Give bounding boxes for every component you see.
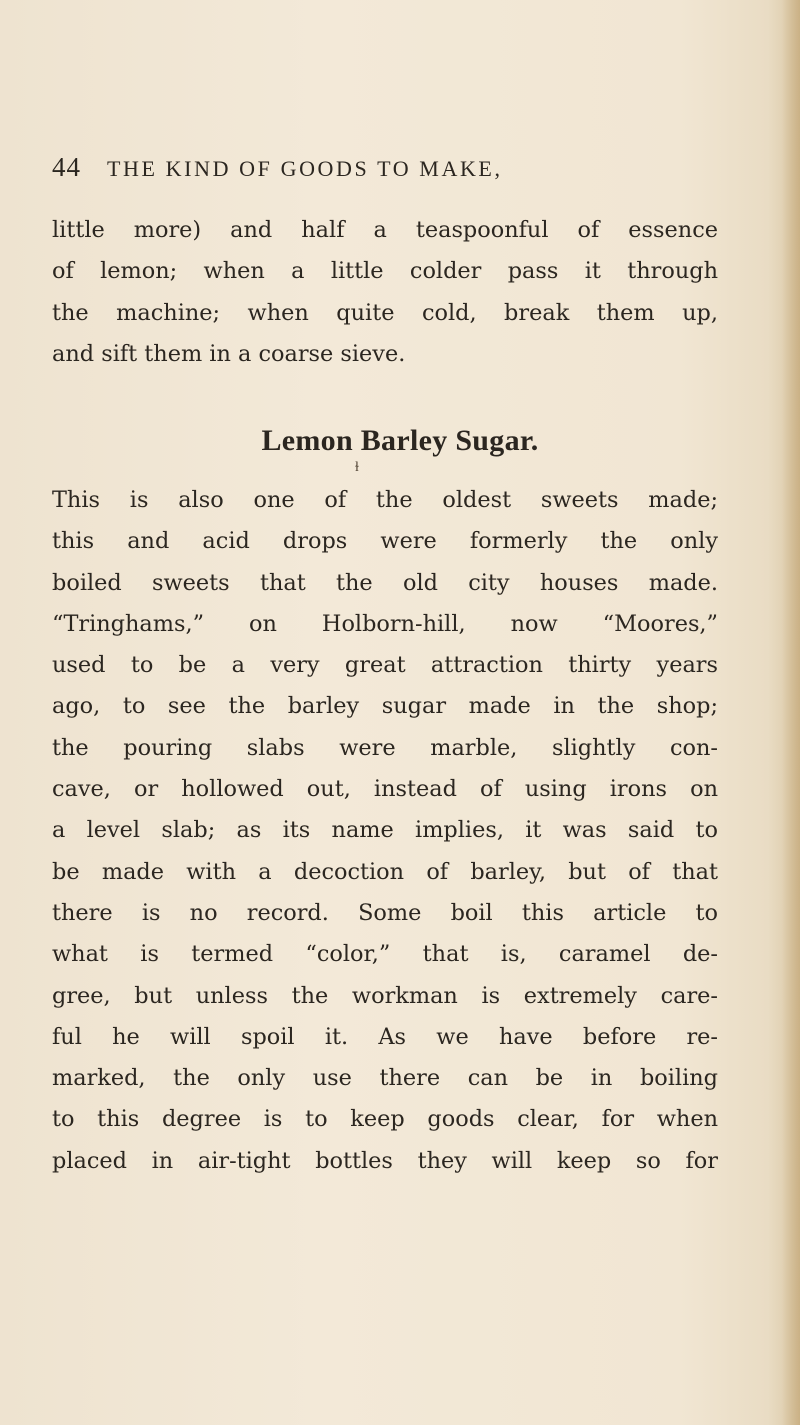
text-line: ago, to see the barley sugar made in the shop; [52,693,718,720]
section-heading: Lemon Barley Sugar. [261,424,539,457]
text-line: of lemon; when a little colder pass it through [52,258,718,285]
text-line: “Tringhams,” on Holborn-hill, now “Moores,” [52,610,718,637]
text-line: gree, but unless the workman is extremely care- [52,982,718,1009]
paragraph-1 [52,210,718,375]
text-line: be made with a decoction of barley, but of that [52,858,718,885]
text-line: boiled sweets that the old city houses made. [52,569,718,596]
text-line: this and acid drops were formerly the only [52,528,718,555]
print-speck: ɫ [355,460,359,475]
text-line: ful he will spoil it. As we have before re- [52,1023,718,1050]
text-line: there is no record. Some boil this article to [52,899,718,926]
text-line: placed in air-tight bottles they will keep so for [52,1147,718,1174]
running-head [52,150,692,190]
page-edge-shadow [782,0,800,1425]
text-line: the pouring slabs were marble, slightly con- [52,734,718,761]
paragraph-2 [52,480,718,1182]
page-number: 44 [52,152,81,182]
text-line: the machine; when quite cold, break them up, [52,299,718,326]
running-title: THE KIND OF GOODS TO MAKE, [107,156,503,181]
text-line: what is termed “color,” that is, caramel de- [52,941,718,968]
text-line: a level slab; as its name implies, it was said to [52,817,718,844]
text-line: and sift them in a coarse sieve. [52,340,406,367]
text-line: little more) and half a teaspoonful of essence [52,217,718,243]
text-line: This is also one of the oldest sweets made; [52,487,718,513]
text-line: marked, the only use there can be in boiling [52,1065,718,1092]
text-line: to this degree is to keep goods clear, for when [52,1106,718,1133]
text-line: cave, or hollowed out, instead of using irons on [52,776,718,803]
text-line: used to be a very great attraction thirty years [52,652,718,679]
